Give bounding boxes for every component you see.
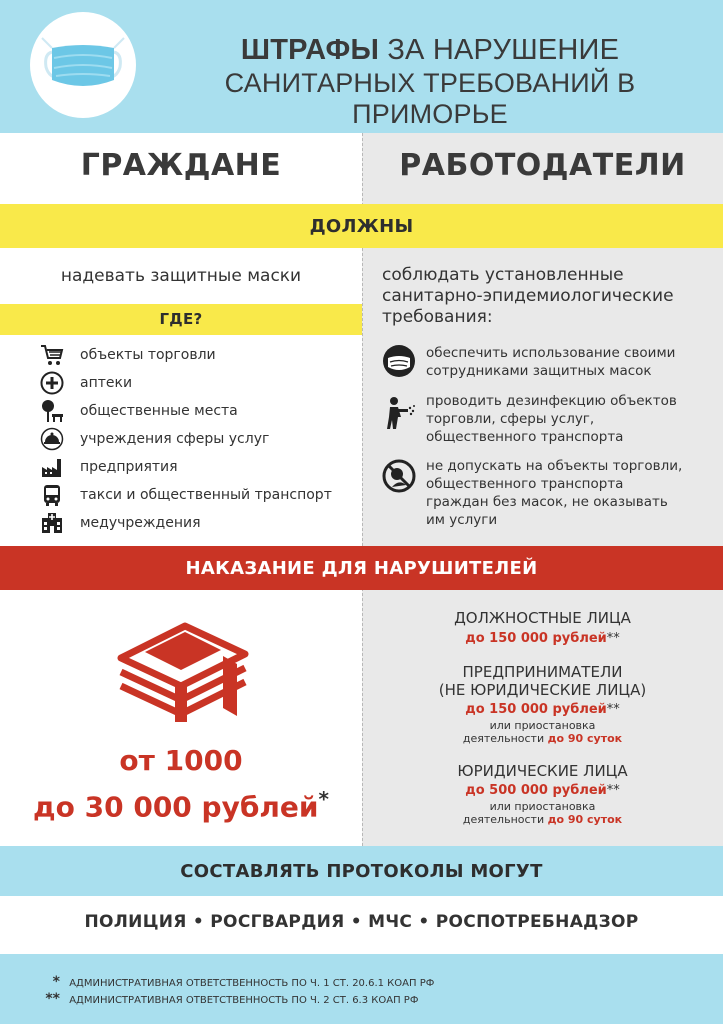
tree-bench-icon [40, 399, 64, 427]
duty-text [426, 457, 682, 529]
footnote [32, 991, 712, 1007]
footnotes [0, 954, 723, 1024]
place-label: предприятия [80, 459, 178, 475]
factory-icon [40, 455, 64, 483]
protocols-bar [0, 846, 723, 896]
employers-heading: РАБОТОДАТЕЛИ [399, 148, 686, 183]
duty-line: общественного транспорта [426, 476, 624, 492]
footnote [32, 974, 712, 990]
place-label: аптеки [80, 375, 133, 391]
mask-icon [30, 12, 136, 118]
agencies: ПОЛИЦИЯ • РОСГВАРДИЯ • МЧС • РОСПОТРЕБНАДЗОР [84, 912, 639, 932]
duty-line: им услуги [426, 512, 498, 528]
duty-line: сотрудниками защитных масок [426, 363, 652, 379]
employer-fines [362, 608, 723, 826]
fine-line1: от 1000 [119, 744, 243, 777]
fine-amount: до 30 000 рублей [33, 790, 319, 824]
suspend-line: или приостановка [489, 719, 596, 732]
employers-duty-intro [382, 265, 712, 328]
cart-icon [40, 343, 64, 371]
where-label: ГДЕ? [159, 310, 203, 328]
footnote-mark: ** [45, 991, 60, 1007]
intro-line: требования: [382, 307, 493, 327]
footnote-mark: ** [606, 631, 620, 646]
service-cloche-icon [40, 427, 64, 455]
legal-amount: до 500 000 рублей** [465, 783, 620, 798]
footnote-text: АДМИНИСТРАТИВНАЯ ОТВЕТСТВЕННОСТЬ ПО Ч. 1 СТ. 20.6.1 КОАП РФ [69, 978, 435, 989]
footnote-text: АДМИНИСТРАТИВНАЯ ОТВЕТСТВЕННОСТЬ ПО Ч. 2 СТ. 6.3 КОАП РФ [69, 995, 419, 1006]
page-title [150, 34, 710, 67]
legal-title: ЮРИДИЧЕСКИЕ ЛИЦА [457, 762, 628, 780]
no-entry-icon [382, 459, 416, 497]
place-label: общественные места [80, 403, 238, 419]
where-bar [0, 304, 362, 335]
mask-face-icon [382, 344, 416, 382]
penalty-label: НАКАЗАНИЕ ДЛЯ НАРУШИТЕЛЕЙ [185, 558, 538, 579]
citizen-fine [0, 742, 362, 826]
fine-line2 [0, 780, 362, 826]
place-label: учреждения сферы услуг [80, 431, 270, 447]
intro-line: санитарно-эпидемиологические [382, 286, 674, 306]
pharmacy-cross-icon [40, 371, 64, 399]
list-item [40, 427, 360, 455]
place-label: такси и общественный транспорт [80, 487, 332, 503]
title-bold: ШТРАФЫ [240, 34, 380, 66]
intro-line: соблюдать установленные [382, 265, 624, 285]
entrepreneurs-subtitle: (НЕ ЮРИДИЧЕСКИЕ ЛИЦА) [438, 681, 647, 699]
list-item [40, 343, 360, 371]
footnote-mark: ** [606, 702, 620, 717]
footnote-mark: * [318, 787, 329, 811]
bus-icon [40, 483, 64, 511]
list-item [40, 371, 360, 399]
must-bar [0, 204, 723, 248]
officials-title: ДОЛЖНОСТНЫЕ ЛИЦА [454, 609, 631, 627]
officials-amount: до 150 000 рублей** [465, 631, 620, 646]
duty-line: общественного транспорта [426, 429, 624, 445]
header [0, 0, 723, 133]
duty-text [426, 392, 677, 446]
footnote-mark: * [52, 974, 60, 990]
disinfect-sprayer-icon [384, 396, 416, 434]
place-label: медучреждения [80, 515, 201, 531]
duty-text [426, 344, 675, 380]
penalty-bar [0, 546, 723, 590]
protocols-label: СОСТАВЛЯТЬ ПРОТОКОЛЫ МОГУТ [180, 861, 543, 882]
footnote-mark: ** [606, 783, 620, 798]
duty-line: не допускать на объекты торговли, [426, 458, 683, 474]
list-item [40, 399, 360, 427]
must-label: ДОЛЖНЫ [309, 216, 414, 237]
entrepreneurs-amount: до 150 000 рублей** [465, 702, 620, 717]
citizens-heading: ГРАЖДАНЕ [80, 148, 282, 183]
citizens-duty: надевать защитные маски [60, 266, 302, 286]
place-label: объекты торговли [80, 347, 216, 363]
list-item [40, 483, 360, 511]
duty-line: граждан без масок, не оказывать [426, 494, 668, 510]
duty-line: торговли, сферы услуг, [426, 411, 595, 427]
suspend-line: или приостановка [489, 800, 596, 813]
suspend-line: деятельности до 90 суток [462, 732, 623, 745]
list-item [40, 455, 360, 483]
title-rest: ЗА НАРУШЕНИЕ [379, 34, 620, 66]
list-item [40, 511, 360, 539]
money-stack-icon [113, 618, 253, 728]
duty-line: обеспечить использование своими [426, 345, 676, 361]
entrepreneurs-title: ПРЕДПРИНИМАТЕЛИ [462, 663, 623, 681]
hospital-icon [40, 511, 64, 539]
suspend-line: деятельности до 90 суток [462, 813, 623, 826]
page-title-line2: САНИТАРНЫХ ТРЕБОВАНИЙ В ПРИМОРЬЕ [224, 68, 636, 129]
duty-line: проводить дезинфекцию объектов [426, 393, 677, 409]
